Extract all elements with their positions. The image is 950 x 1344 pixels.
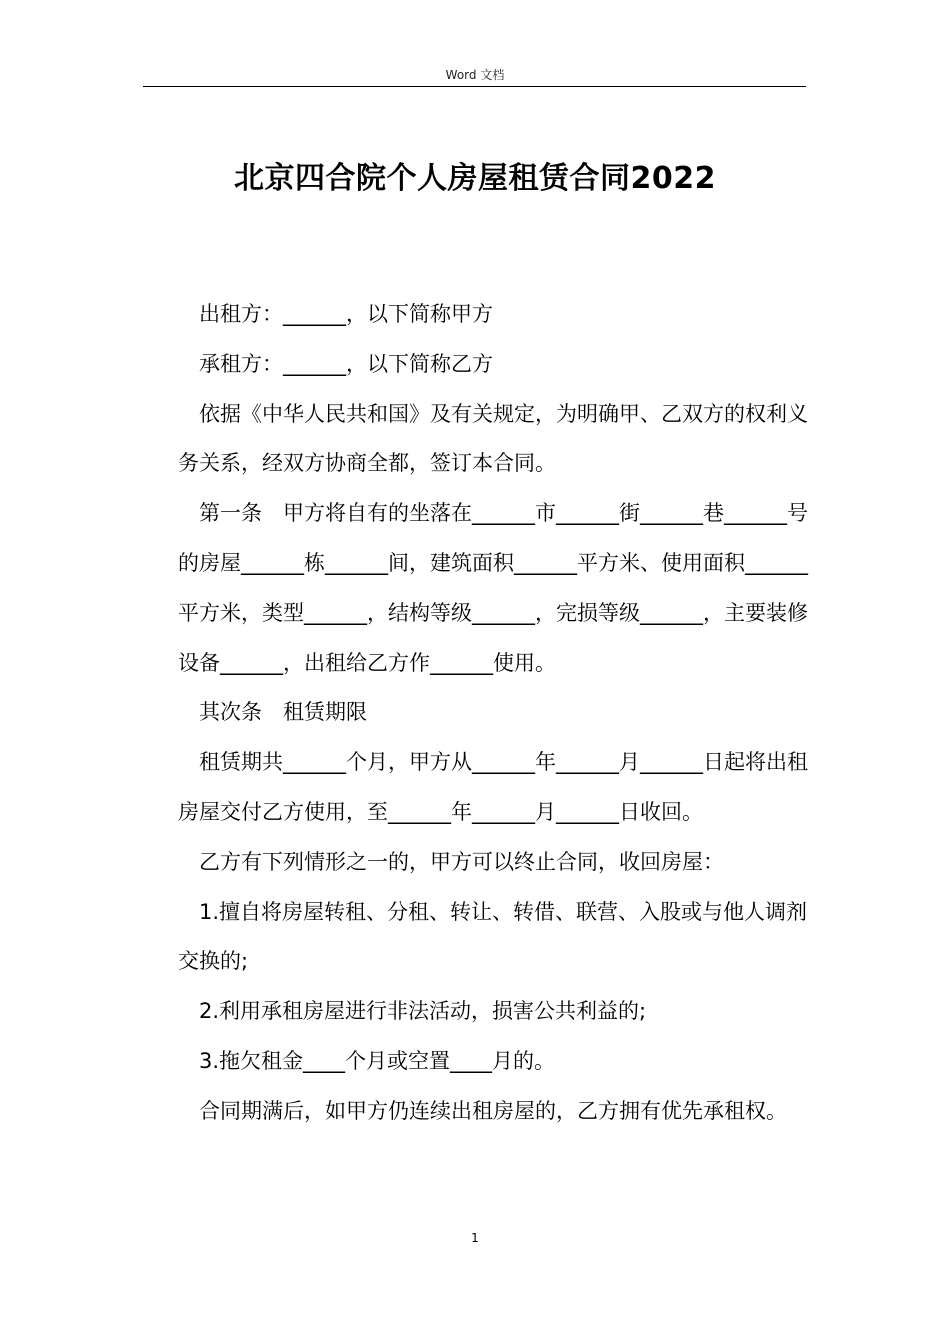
page-header-label: Word 文档: [445, 68, 505, 82]
document-body: [178, 290, 808, 1137]
page-number: 1: [471, 1231, 479, 1245]
paragraph-condition-2: 2.利用承租房屋进行非法活动，损害公共利益的;: [199, 999, 647, 1024]
paragraph-basis: 依据《中华人民共和国》及有关规定，为明确甲、乙双方的权利义务关系，经双方协商全都，签订本合同。: [178, 401, 808, 476]
paragraph-lease-term: 租赁期共______个月，甲方从______年______月______日起将出租房屋交付乙方使用，至______年______月______日收回。: [178, 750, 808, 824]
paragraph-condition-1: 1.擅自将房屋转租、分租、转让、转借、联营、入股或与他人调剂交换的;: [178, 899, 808, 974]
paragraph-article-1: 第一条 甲方将自有的坐落在______市______街______巷______号的房屋______栋______间，建筑面积______平方米、使用面积______平方米，类型______，结构等级______，完损等级______，主要装修设备______，出租给乙方作______使用。: [178, 501, 808, 675]
paragraph-lessor: 出租方：______，以下简称甲方: [199, 302, 493, 326]
header-divider: [143, 86, 806, 87]
paragraph-lessee: 承租方：______，以下简称乙方: [199, 351, 493, 376]
paragraph-condition-3: 3.拖欠租金____个月或空置____月的。: [199, 1048, 556, 1073]
paragraph-article-2-heading: 其次条 租赁期限: [199, 700, 367, 725]
document-title: 北京四合院个人房屋租赁合同2022: [234, 161, 716, 196]
paragraph-priority-right: 合同期满后，如甲方仍连续出租房屋的，乙方拥有优先承租权。: [199, 1098, 787, 1123]
paragraph-termination-conditions: 乙方有下列情形之一的，甲方可以终止合同，收回房屋：: [199, 849, 724, 874]
